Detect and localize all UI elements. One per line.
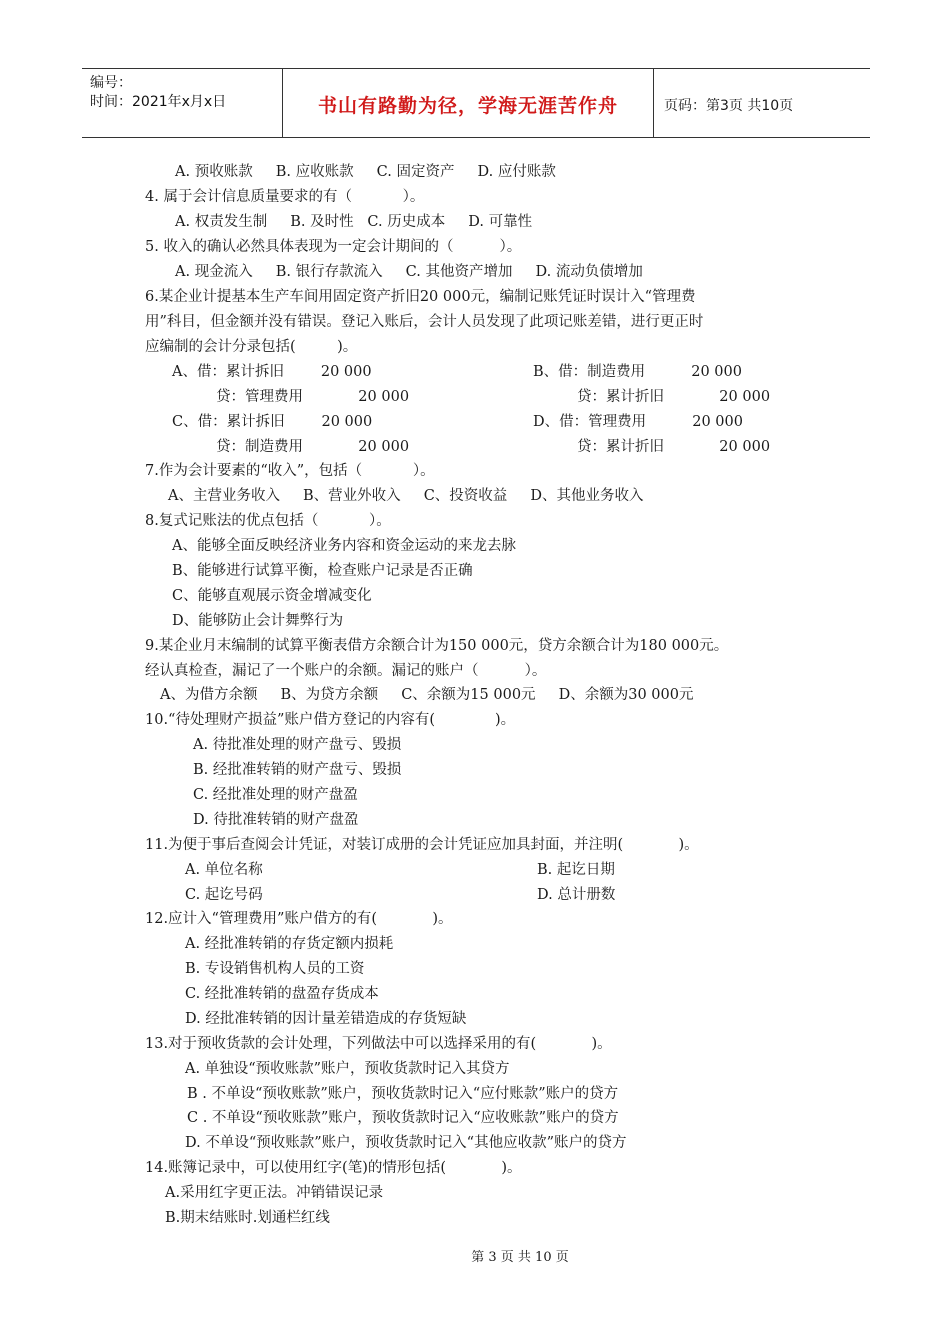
q10-option-a: A. 待批准处理的财产盘亏、毁损 bbox=[193, 737, 402, 753]
q6-option-a-credit: 贷：管理费用 20 000 bbox=[216, 389, 410, 405]
q14-option-b: B.期末结账时.划通栏红线 bbox=[165, 1210, 330, 1226]
q12-option-b: B. 专设销售机构人员的工资 bbox=[185, 961, 365, 977]
q6-option-b-debit: B、借：制造费用 20 000 bbox=[533, 364, 742, 380]
q13-option-d: D. 不单设“预收账款”账户，预收货款时记入“其他应收款”账户的贷方 bbox=[185, 1135, 627, 1151]
q10-option-c: C. 经批准处理的财产盘盈 bbox=[193, 787, 358, 803]
q3-options: A. 预收账款 B. 应收账款 C. 固定资产 D. 应付账款 bbox=[175, 164, 556, 180]
page-footer bbox=[0, 1246, 950, 1265]
q4-options: A. 权责发生制 B. 及时性 C. 历史成本 D. 可靠性 bbox=[175, 214, 533, 230]
q11-option-b: B. 起讫日期 bbox=[537, 862, 615, 878]
q6-stem-line3: 应编制的会计分录包括( )。 bbox=[145, 339, 358, 355]
q9-options: A、为借方余额 B、为贷方余额 C、余额为15 000元 D、余额为30 000元 bbox=[160, 687, 694, 703]
footer-page-number: 第 3 页 共 10 页 bbox=[471, 1250, 569, 1265]
q12-option-d: D. 经批准转销的因计量差错造成的存货短缺 bbox=[185, 1011, 467, 1027]
q14-stem: 14.账簿记录中，可以使用红字(笔)的情形包括( )。 bbox=[145, 1160, 522, 1176]
q12-option-c: C. 经批准转销的盘盈存货成本 bbox=[185, 986, 379, 1002]
q6-option-d-debit: D、借：管理费用 20 000 bbox=[533, 414, 743, 430]
q13-option-b: B . 不单设“预收账款”账户，预收货款时记入“应付账款”账户的贷方 bbox=[187, 1086, 619, 1102]
q6-option-b-credit: 贷：累计折旧 20 000 bbox=[577, 389, 771, 405]
q7-stem: 7.作为会计要素的“收入”，包括（ ）。 bbox=[145, 463, 435, 479]
q5-options: A. 现金流入 B. 银行存款流入 C. 其他资产增加 D. 流动负债增加 bbox=[175, 264, 643, 280]
q11-option-d: D. 总计册数 bbox=[537, 887, 616, 903]
q6-stem-line2: 用”科目，但金额并没有错误。登记入账后，会计人员发现了此项记账差错，进行更正时 bbox=[145, 314, 704, 330]
q8-option-c: C、能够直观展示资金增减变化 bbox=[172, 588, 372, 604]
page-info: 页码：第3页 共10页 bbox=[664, 98, 794, 114]
q13-option-c: C . 不单设“预收账款”账户，预收货款时记入“应收账款”账户的贷方 bbox=[187, 1110, 619, 1126]
q8-option-b: B、能够进行试算平衡，检查账户记录是否正确 bbox=[172, 563, 473, 579]
q10-option-b: B. 经批准转销的财产盘亏、毁损 bbox=[193, 762, 402, 778]
q9-stem-line2: 经认真检查，漏记了一个账户的余额。漏记的账户（ ）。 bbox=[145, 663, 547, 679]
q5-stem: 5. 收入的确认必然具体表现为一定会计期间的（ ）。 bbox=[145, 239, 522, 255]
q10-stem: 10.“待处理财产损益”账户借方登记的内容有( )。 bbox=[145, 712, 516, 728]
q12-stem: 12.应计入“管理费用”账户借方的有( )。 bbox=[145, 911, 453, 927]
q8-option-d: D、能够防止会计舞弊行为 bbox=[172, 613, 344, 629]
q11-stem: 11.为便于事后查阅会计凭证，对装订成册的会计凭证应加具封面，并注明( )。 bbox=[145, 837, 699, 853]
q11-option-a: A. 单位名称 bbox=[185, 862, 263, 878]
number-label: 编号： bbox=[90, 75, 132, 91]
q6-option-d-credit: 贷：累计折旧 20 000 bbox=[577, 439, 771, 455]
q6-stem-line1: 6.某企业计提基本生产车间用固定资产折旧20 000元，编制记账凭证时误计入“管理费 bbox=[145, 289, 696, 305]
motto-text: 书山有路勤为径，学海无涯苦作舟 bbox=[317, 95, 618, 117]
q10-option-d: D. 待批准转销的财产盘盈 bbox=[193, 812, 359, 828]
q13-stem: 13.对于预收货款的会计处理，下列做法中可以选择采用的有( )。 bbox=[145, 1036, 612, 1052]
q7-options: A、主营业务收入 B、营业外收入 C、投资收益 D、其他业务收入 bbox=[168, 488, 644, 504]
q4-stem: 4. 属于会计信息质量要求的有（ ）。 bbox=[145, 189, 425, 205]
q12-option-a: A. 经批准转销的存货定额内损耗 bbox=[185, 936, 394, 952]
q6-option-c-credit: 贷：制造费用 20 000 bbox=[216, 439, 410, 455]
q11-option-c: C. 起讫号码 bbox=[185, 887, 263, 903]
q13-option-a: A. 单独设“预收账款”账户，预收货款时记入其贷方 bbox=[185, 1061, 510, 1077]
q8-option-a: A、能够全面反映经济业务内容和资金运动的来龙去脉 bbox=[172, 538, 516, 554]
date-label: 时间：2021年x月x日 bbox=[90, 94, 227, 110]
q8-stem: 8.复式记账法的优点包括（ ）。 bbox=[145, 513, 391, 529]
q9-stem-line1: 9.某企业月末编制的试算平衡表借方余额合计为150 000元，贷方余额合计为180 000元。 bbox=[145, 638, 729, 654]
q14-option-a: A.采用红字更正法。冲销错误记录 bbox=[165, 1185, 384, 1201]
q6-option-c-debit: C、借：累计拆旧 20 000 bbox=[172, 414, 373, 430]
q6-option-a-debit: A、借：累计拆旧 20 000 bbox=[172, 364, 372, 380]
